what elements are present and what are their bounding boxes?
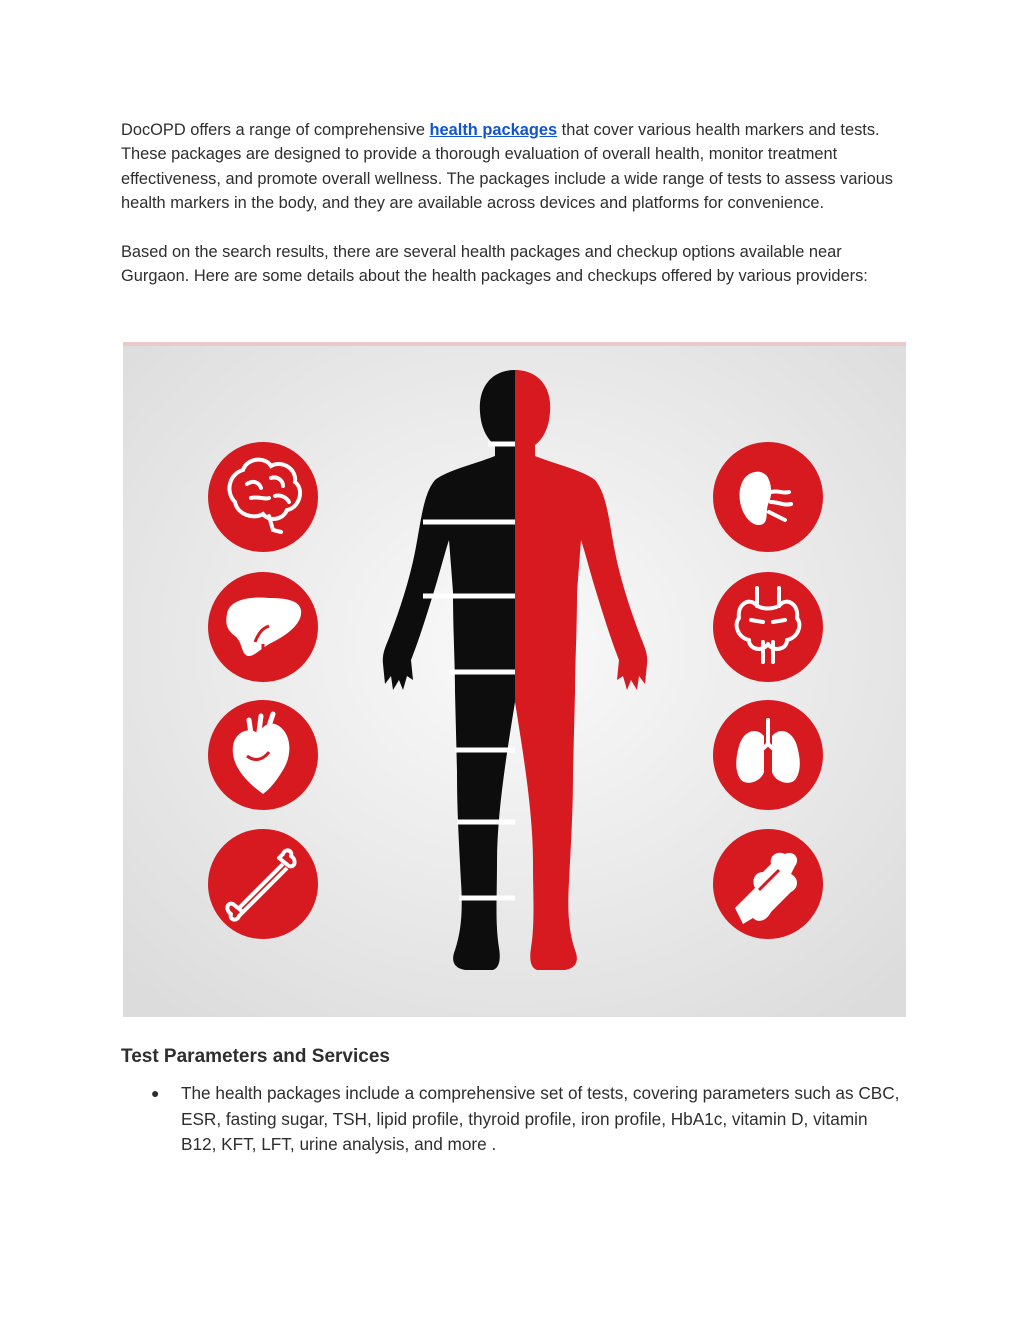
body-organs-illustration	[123, 342, 906, 1017]
intro-text-after-link: that cover various health markers and tests. These packages are designed to provide a thorough evaluation of overall health, monitor treatment effectiveness, and promote overall wellness. The packages include a wide range of tests to assess various health markers in the body, and they are available across devices and platforms for convenience.	[121, 121, 894, 212]
bone-icon	[208, 829, 318, 939]
search-results-paragraph: Based on the search results, there are several health packages and checkup options available near Gurgaon. Here are some details about the health packages and checkups offered by various providers:	[121, 243, 868, 286]
thyroid-icon	[713, 572, 823, 682]
intro-paragraph	[121, 118, 901, 215]
liver-icon	[208, 572, 318, 682]
kidney-icon	[713, 442, 823, 552]
bullet-text: The health packages include a comprehensive set of tests, covering parameters such as CBC, ESR, fasting sugar, TSH, lipid profile, thyroid profile, iron profile, HbA1c, vitamin D, vitamin B12, KFT, LFT, urine analysis, and more .	[181, 1083, 900, 1154]
bullet-icon: ●	[151, 1085, 160, 1101]
intro-text-before-link: DocOPD offers a range of comprehensive	[121, 121, 430, 139]
health-packages-link[interactable]: health packages	[429, 121, 558, 139]
test-parameters-list	[151, 1081, 906, 1158]
section-heading-test-parameters: Test Parameters and Services	[121, 1046, 390, 1067]
heart-icon	[208, 700, 318, 810]
brain-icon	[208, 442, 318, 552]
list-item	[151, 1081, 906, 1158]
joint-icon	[713, 829, 823, 939]
lungs-icon	[713, 700, 823, 810]
